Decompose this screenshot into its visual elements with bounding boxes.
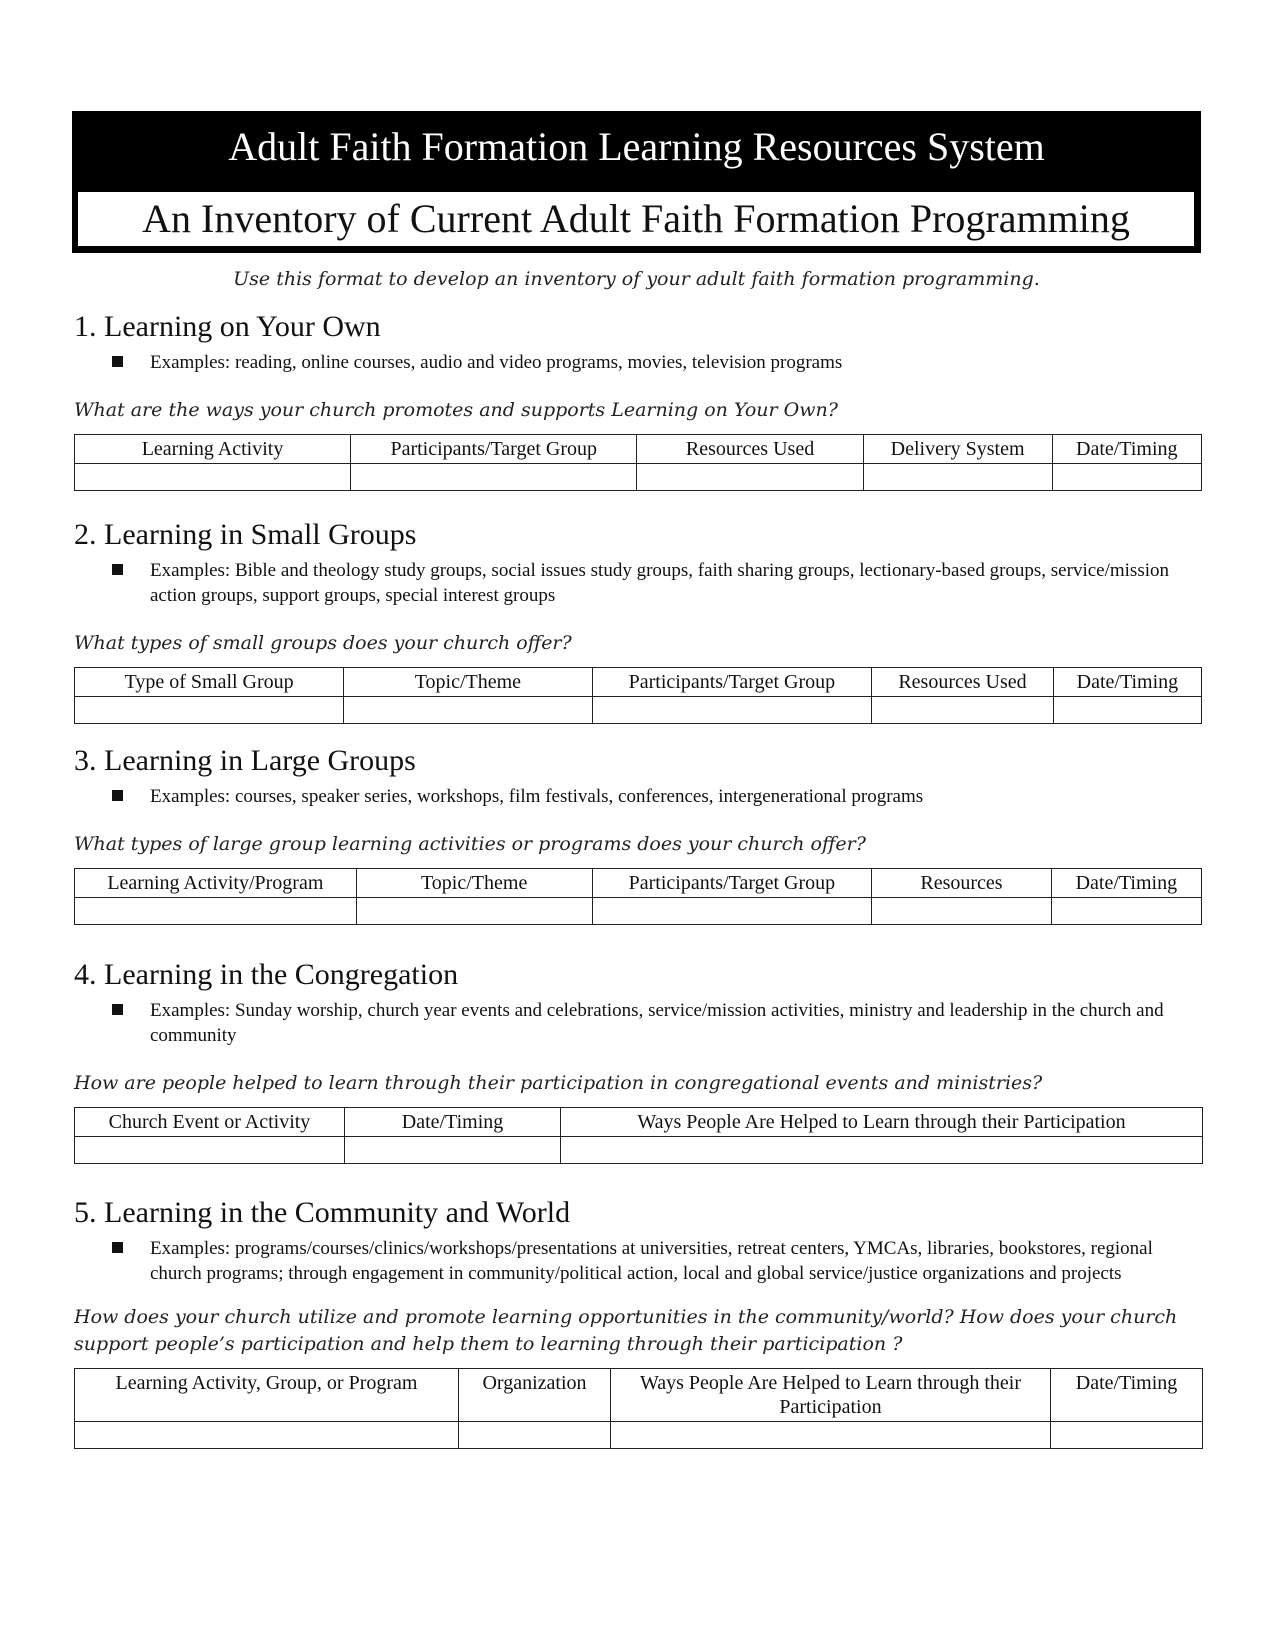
table-cell[interactable]	[592, 697, 872, 724]
square-bullet-icon	[112, 1004, 123, 1015]
column-header: Participants/Target Group	[592, 869, 872, 898]
title-banner	[72, 111, 1201, 253]
section-question: How does your church utilize and promote learning opportunities in the community/world? How does your church support people’s participation and help them to learning through their participation ?	[74, 1306, 1178, 1355]
column-header: Organization	[459, 1369, 611, 1422]
table-cell[interactable]	[561, 1137, 1203, 1164]
table-row	[75, 1137, 1203, 1164]
inventory-table	[74, 667, 1202, 724]
section-learning-in-the-community-and-world	[74, 1196, 1202, 1449]
table-cell[interactable]	[863, 464, 1052, 491]
column-header: Date/Timing	[1052, 435, 1201, 464]
inventory-table	[74, 434, 1202, 491]
table-cell[interactable]	[1051, 898, 1201, 925]
column-header: Topic/Theme	[356, 869, 592, 898]
column-header: Learning Activity	[75, 435, 351, 464]
examples-item	[74, 784, 1202, 809]
table-cell[interactable]	[356, 898, 592, 925]
section-title: 5. Learning in the Community and World	[74, 1196, 571, 1229]
table-row	[75, 1422, 1203, 1449]
column-header: Learning Activity, Group, or Program	[75, 1369, 459, 1422]
section-title: 4. Learning in the Congregation	[74, 958, 459, 991]
table-row	[75, 898, 1202, 925]
section-question: What types of small groups does your church offer?	[74, 632, 572, 654]
table-cell[interactable]	[637, 464, 863, 491]
table-cell[interactable]	[1051, 1422, 1203, 1449]
table-cell[interactable]	[75, 464, 351, 491]
table-header-row	[75, 1108, 1203, 1137]
column-header: Church Event or Activity	[75, 1108, 345, 1137]
table-cell[interactable]	[1053, 697, 1201, 724]
table-cell[interactable]	[345, 1137, 561, 1164]
column-header: Topic/Theme	[344, 668, 592, 697]
table-cell[interactable]	[872, 898, 1051, 925]
intro-text: Use this format to develop an inventory of your adult faith formation programming.	[233, 268, 1040, 290]
section-title: 2. Learning in Small Groups	[74, 518, 417, 551]
square-bullet-icon	[112, 1242, 123, 1253]
square-bullet-icon	[112, 564, 123, 575]
table-cell[interactable]	[459, 1422, 611, 1449]
section-question: How are people helped to learn through their participation in congregational events and ministries?	[74, 1072, 1043, 1094]
inventory-table	[74, 868, 1202, 925]
column-header: Resources Used	[872, 668, 1054, 697]
square-bullet-icon	[112, 790, 123, 801]
examples-text: Examples: Bible and theology study groups, social issues study groups, faith sharing groups, lectionary-based groups, service/mission action groups, support groups, special interest groups	[150, 560, 1169, 606]
table-row	[75, 697, 1202, 724]
column-header: Resources Used	[637, 435, 863, 464]
examples-text: Examples: programs/courses/clinics/workshops/presentations at universities, retreat centers, YMCAs, libraries, bookstores, regional church programs; through engagement in community/political action, local and global service/justice organizations and projects	[150, 1238, 1153, 1284]
table-cell[interactable]	[344, 697, 592, 724]
column-header: Date/Timing	[1051, 1369, 1203, 1422]
table-cell[interactable]	[611, 1422, 1051, 1449]
examples-text: Examples: courses, speaker series, workshops, film festivals, conferences, intergenerational programs	[150, 786, 924, 807]
table-row	[75, 464, 1202, 491]
examples-item	[74, 558, 1202, 608]
section-title: 3. Learning in Large Groups	[74, 744, 416, 777]
column-header: Date/Timing	[345, 1108, 561, 1137]
section-learning-in-large-groups	[74, 744, 1202, 925]
document-subtitle: An Inventory of Current Adult Faith Formation Programming	[77, 191, 1195, 247]
table-cell[interactable]	[872, 697, 1054, 724]
column-header: Learning Activity/Program	[75, 869, 357, 898]
examples-item	[74, 350, 1202, 375]
table-cell[interactable]	[592, 898, 872, 925]
column-header: Participants/Target Group	[592, 668, 872, 697]
table-cell[interactable]	[75, 697, 344, 724]
document-title: Adult Faith Formation Learning Resources System	[228, 124, 1045, 169]
column-header: Delivery System	[863, 435, 1052, 464]
examples-item	[74, 1236, 1202, 1286]
section-learning-on-your-own	[74, 310, 1202, 491]
column-header: Ways People Are Helped to Learn through their Participation	[611, 1369, 1051, 1422]
examples-text: Examples: reading, online courses, audio and video programs, movies, television programs	[150, 352, 843, 373]
table-header-row	[75, 1369, 1203, 1422]
table-header-row	[75, 435, 1202, 464]
inventory-table	[74, 1368, 1203, 1449]
section-learning-in-small-groups	[74, 518, 1202, 724]
section-learning-in-the-congregation	[74, 958, 1202, 1164]
table-header-row	[75, 869, 1202, 898]
column-header: Type of Small Group	[75, 668, 344, 697]
table-cell[interactable]	[75, 898, 357, 925]
column-header: Participants/Target Group	[351, 435, 637, 464]
inventory-table	[74, 1107, 1203, 1164]
column-header: Date/Timing	[1051, 869, 1201, 898]
table-cell[interactable]	[1052, 464, 1201, 491]
table-cell[interactable]	[75, 1422, 459, 1449]
table-header-row	[75, 668, 1202, 697]
square-bullet-icon	[112, 356, 123, 367]
section-title: 1. Learning on Your Own	[74, 310, 381, 343]
table-cell[interactable]	[351, 464, 637, 491]
table-cell[interactable]	[75, 1137, 345, 1164]
section-question: What types of large group learning activities or programs does your church offer?	[74, 833, 866, 855]
column-header: Resources	[872, 869, 1051, 898]
column-header: Date/Timing	[1053, 668, 1201, 697]
examples-text: Examples: Sunday worship, church year events and celebrations, service/mission activities, ministry and leadership in the church and community	[150, 1000, 1164, 1046]
examples-item	[74, 998, 1202, 1048]
section-question: What are the ways your church promotes and supports Learning on Your Own?	[74, 399, 838, 421]
column-header: Ways People Are Helped to Learn through their Participation	[561, 1108, 1203, 1137]
